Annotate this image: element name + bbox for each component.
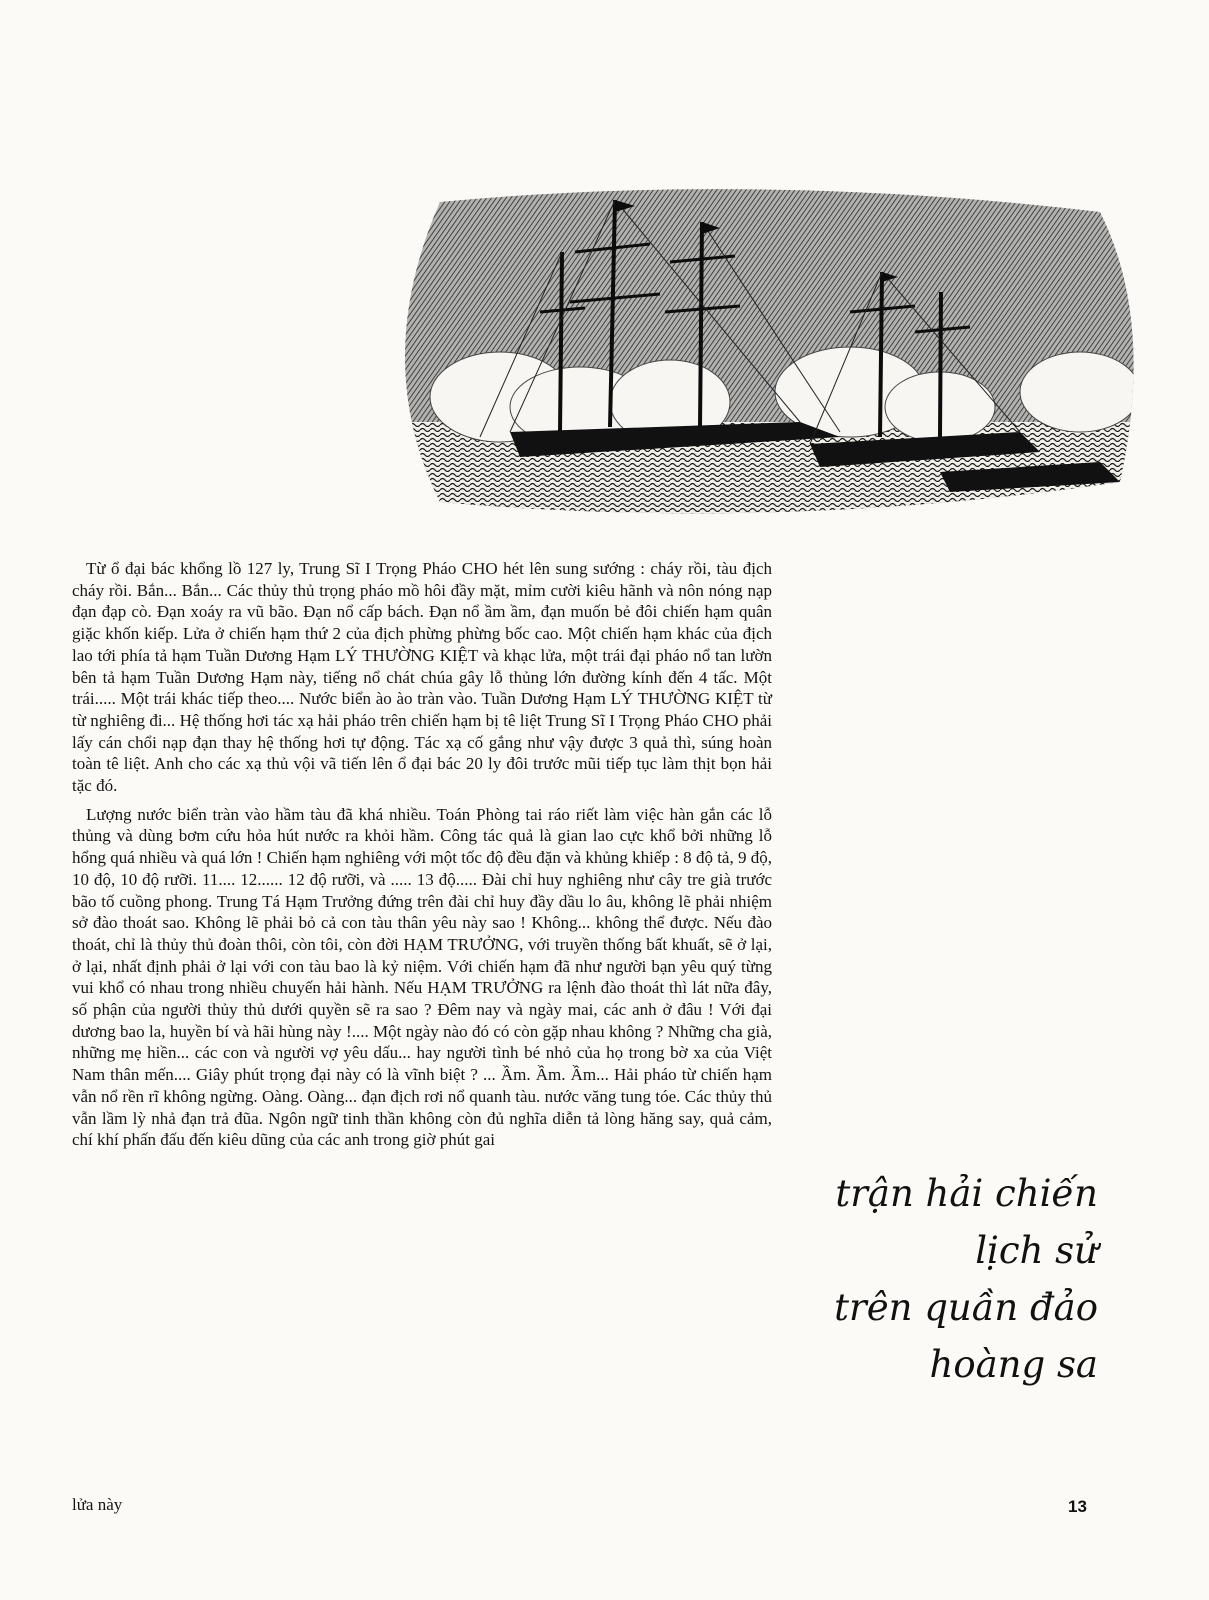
paragraph: Lượng nước biển tràn vào hầm tàu đã khá nhiều. Toán Phòng tai ráo riết làm việc hàn gắn các lỗ thủng và dùng bơm cứu hỏa hút nước ra khỏi hầm. Công tác quả là gian lao cực khổ bởi những lỗ hổng quá nhiều và quá lớn ! Chiến hạm nghiêng với một tốc độ đều đặn và khủng khiếp : 8 độ tả, 9 độ, 10 độ, 10 độ rưỡi. 11.... 12...... 12 độ rưỡi, và ..... 13 độ..... Đài chỉ huy nghiêng như cây tre già trước bão tố cuồng phong. Trung Tá Hạm Trưởng đứng trên đài chỉ huy đầy dầu lo âu, không lẽ phải nhiệm sở đào thoát sao. Không lẽ phải bỏ cả con tàu thân yêu này sao ! Không... không thể được. Nếu đào thoát, chỉ là thủy thủ đoàn thôi, còn tôi, còn đời HẠM TRƯỞNG, với truyền thống bất khuất, sẽ ở lại, ở lại, nhất định phải ở lại với con tàu bao là kỷ niệm. Với chiến hạm đã như người bạn yêu quý từng vui khổ có nhau trong nhiều chuyến hải hành. Nếu HẠM TRƯỞNG ra lệnh đào thoát thì lát nữa đây, số phận của người thủy thủ dưới quyền sẽ ra sao ? Đêm nay và ngày mai, các anh ở đâu ! Với đại dương bao la, huyền bí và hãi hùng này !.... Một ngày nào đó có còn gặp nhau không ? Những cha già, những mẹ hiền... các con và người vợ yêu dấu... hay người tình bé nhỏ của họ trong bờ xa của Việt Nam thân mến.... Giây phút trọng đại này có là vĩnh biệt ? ... Ầm. Ầm. Ầm... Hải pháo từ chiến hạm vẫn nổ rền rĩ không ngừng. Oàng. Oàng... đạn địch rơi nổ quanh tàu. nước văng tung tóe. Các thủy thủ vẫn lầm lỳ nhả đạn trả đũa. Ngôn ngữ tinh thần không còn đủ nghĩa diễn tả lòng hăng say, quả cảm, chí khí phấn đấu đến kiêu dũng của các anh trong giờ phút gai xyxy=(72,804,772,1150)
title-line: trên quần đảo xyxy=(834,1286,1098,1329)
paragraph: Từ ổ đại bác khổng lồ 127 ly, Trung Sĩ I Trọng Pháo CHO hét lên sung sướng : cháy rồi, tàu địch cháy rồi. Bắn... Bắn... Các thủy thủ trọng pháo mồ hôi đầy mặt, mỉm cười kiêu hãnh và nôn nóng nạp đạn đạp cò. Đạn xoáy ra vũ bão. Đạn nổ cấp bách. Đạn nổ ầm ầm, đạn muốn bẻ đôi chiến hạm quân giặc khốn kiếp. Lửa ở chiến hạm thứ 2 của địch phừng phừng bốc cao. Một chiến hạm khác của địch lao tới phía tả hạm Tuần Dương Hạm LÝ THƯỜNG KIỆT và khạc lửa, một trái đại pháo nổ tan lườn bên tả hạm Tuần Dương Hạm này, tiếng nổ chát chúa gây lỗ thủng lớn đường kính đến 4 tấc. Một trái..... Một trái khác tiếp theo.... Nước biển ào ào tràn vào. Tuần Dương Hạm LÝ THƯỜNG KIỆT từ từ nghiêng đi... Hệ thống hơi tác xạ hải pháo trên chiến hạm bị tê liệt Trung Sĩ I Trọng Pháo CHO phải lấy cán chổi nạp đạn thay hệ thống hơi tự động. Tác xạ cố gắng như vậy được 3 quả thì, súng hoàn toàn tê liệt. Anh cho các xạ thủ vội vã tiến lên ổ đại bác 20 ly đôi trước mũi tiếp tục làm thịt bọn hải tặc đó. xyxy=(72,559,772,796)
page-number: 13 xyxy=(1068,1497,1087,1516)
article-body xyxy=(72,558,772,1158)
article-title xyxy=(790,1165,1098,1393)
title-line: hoàng sa xyxy=(929,1343,1098,1386)
paragraph-tail: lửa này xyxy=(72,1495,123,1514)
title-line: lịch sử xyxy=(975,1229,1098,1272)
naval-battle-engraving xyxy=(380,182,1148,522)
title-line: trận hải chiến xyxy=(835,1172,1098,1215)
